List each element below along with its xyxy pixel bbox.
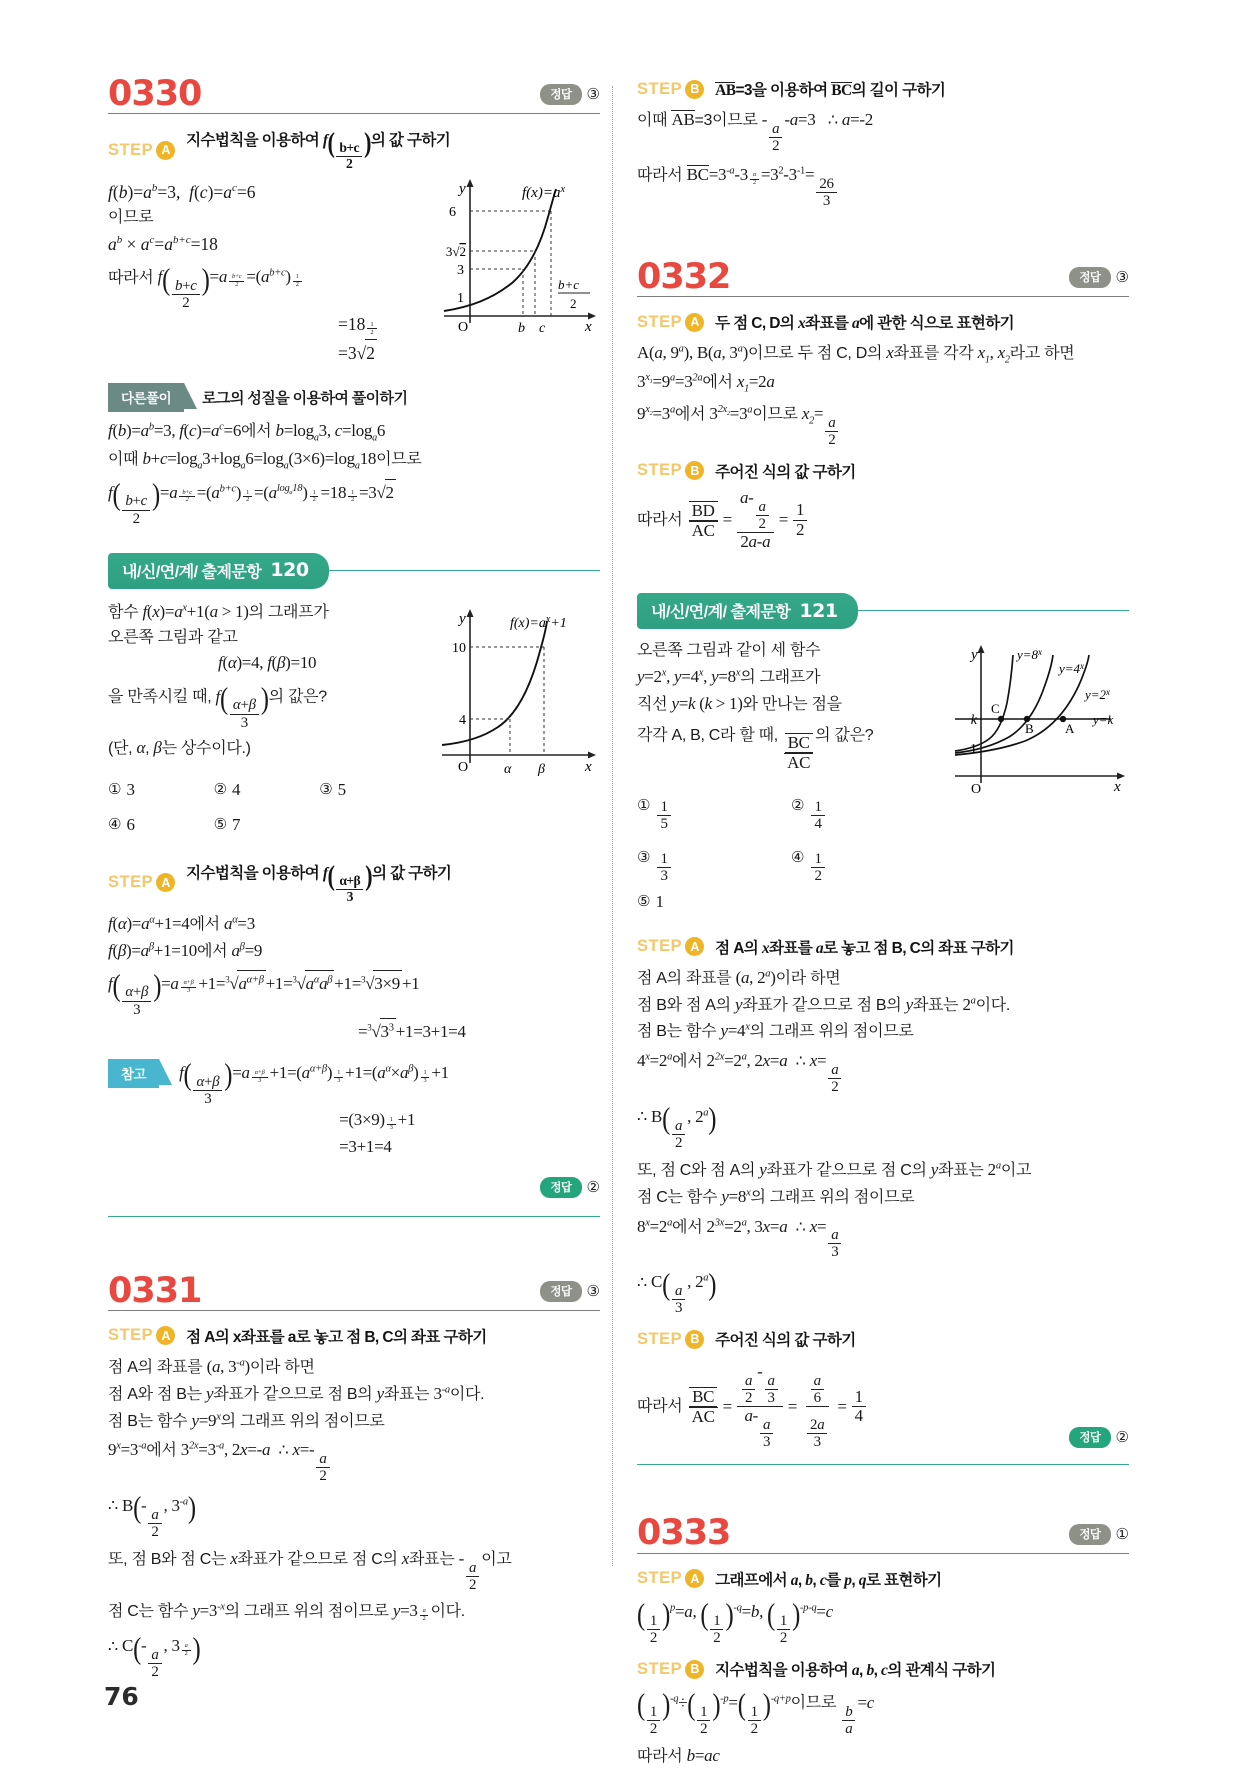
svg-text:C: C	[991, 701, 1000, 717]
svg-text:k: k	[970, 713, 977, 729]
svg-text:x: x	[1114, 779, 1121, 796]
graph-120	[432, 603, 600, 798]
svg-text:4: 4	[459, 712, 466, 728]
answer-label: 정답	[1069, 1524, 1110, 1545]
eq-line: 점 C는 함수 $y=3^{-x}$의 그래프 위의 점이므로 y=3 $^{\frac{a}{2}}$ 이다.	[108, 1601, 465, 1622]
alt-solution-tag-row	[108, 383, 600, 412]
left-column	[108, 74, 600, 1681]
problem-0330-body	[108, 179, 600, 367]
step-badge: B	[685, 461, 704, 480]
eq-line: 점 A와 점 B는 y좌표가 같으므로 점 B의 y좌표는 $3^{-a}$이다.	[108, 1383, 485, 1403]
naeshin-header	[108, 553, 329, 589]
svg-text:b+c: b+c	[558, 276, 580, 292]
step-b-heading	[637, 460, 1129, 482]
note-row	[108, 1057, 600, 1160]
eq-line: 점 C는 함수 $y=8^x$의 그래프 위의 점이므로	[637, 1186, 915, 1206]
step-a-heading	[108, 128, 600, 172]
eq-line: $a^b \times a^c=a^{b+c}=18$	[108, 233, 218, 254]
answer-choice: ②	[586, 1178, 600, 1196]
problem-number: 0332	[637, 257, 731, 298]
eq-line: $=^3√3^3 +1=3+1=4$	[108, 1018, 600, 1046]
right-column	[637, 78, 1129, 1770]
eq-line: 따라서 $\frac{BC}{AC}$ = $\frac{a}{2}$ - $\frac{a}{3}$ a- $\frac{a}{3}$ = $\frac{\frac{a}{6}}{\frac{2a}{3}}$ = $\frac{1}{4}$	[637, 1363, 868, 1450]
answer-choice: ①	[1115, 1525, 1129, 1543]
problem-0333-header	[637, 1513, 1129, 1554]
step-title: 두 점 C, D의 x좌표를 a에 관한 식으로 표현하기	[715, 315, 1014, 333]
problem-0331-header	[108, 1270, 600, 1311]
problem-0330-worksteps	[108, 179, 428, 367]
naeshin-number: 120	[270, 559, 309, 582]
prompt-line: 오른쪽 그림과 같이 세 함수	[637, 642, 821, 660]
choice-item[interactable]: ① $\frac{1}{5}$	[637, 780, 791, 832]
svg-text:y=2x: $y=2^x$	[1085, 687, 1111, 703]
eq-line: f( $\frac{\alpha+\beta}{3}$ )=a $^{\frac{\alpha+\beta}{3}}$ $+1=^3√a^{\alpha+\beta} +1=^3√a^\alpha a^\beta +1=^3√3\times 9 +1$	[108, 969, 420, 1018]
eq-line: $9^x=3^{-a}$에서 $3^{2x}=3^{-a}$, 2x=-a ∴ x=- $\frac{a}{2}$	[108, 1437, 600, 1484]
graph-121	[947, 641, 1129, 818]
naeshin-121	[637, 593, 1129, 1465]
step-badge: A	[156, 873, 175, 892]
svg-text:y=k: y=k	[1093, 712, 1114, 728]
eq-line: A(a, 9$^a$), B(a, 3$^a$)이므로 두 점 C, D의 x좌표를 각각 $x_1$, $x_2$라고 하면	[637, 343, 1075, 366]
step-badge: B	[685, 1660, 704, 1679]
prompt-line: 함수 $f(x)=a^x+1(a > 1)$의 그래프가	[108, 601, 329, 621]
section-divider	[108, 1216, 600, 1217]
step-a-heading	[637, 1568, 1129, 1590]
svg-text:3√2: 3√2	[445, 243, 466, 259]
eq-line: $3^{x_1}=9^a=3^{2a}$에서 $x_1=2a$	[637, 371, 775, 394]
prompt-line: $y=2^x$, $y=4^x$, $y=8^x$의 그래프가	[637, 667, 821, 686]
choice-item[interactable]: ② $\frac{1}{4}$	[791, 780, 945, 832]
answer-badge	[540, 84, 600, 105]
choice-item[interactable]: ⑤ 7	[213, 815, 241, 835]
step-a-heading	[637, 936, 1129, 958]
eq-line: 점 A의 좌표를 (a, $3^{-a}$)이라 하면	[108, 1356, 315, 1376]
step-title: 주어진 식의 값 구하기	[715, 463, 856, 481]
answer-badge	[1069, 267, 1129, 288]
naeshin-121-body	[637, 629, 1129, 920]
choice-item[interactable]: ② 4	[213, 779, 241, 799]
eq-line: 점 B는 함수 $y=4^x$의 그래프 위의 점이므로	[637, 1021, 914, 1041]
prompt-line: f(α)=4, f(β)=10	[218, 653, 317, 673]
svg-text:β: β	[538, 761, 545, 777]
step-title: 점 A의 x좌표를 a로 놓고 점 B, C의 좌표 구하기	[186, 1328, 487, 1346]
step-a-heading	[108, 861, 600, 905]
eq-line: 이때 $b+c=\log_a3+\log_a6=\log_a(3\times 6)=\log_a18$이므로	[108, 448, 422, 472]
eq-line: 또, 점 B와 점 C는 x좌표가 같으므로 점 C의 x좌표는 - $\frac{a}{2}$ 이고	[108, 1548, 512, 1593]
eq-line: ∴ B(- $\frac{a}{2}$ , $3^{-a}$)	[108, 1491, 196, 1540]
svg-text:O: O	[458, 319, 469, 335]
section-divider	[637, 1464, 1129, 1465]
eq-line: $9^{x_2}=3^a$에서 $3^{2x_2}=3^a$이므로 $x_2=$ $\frac{a}{2}$	[637, 401, 1129, 448]
naeshin-120-prompt	[108, 599, 428, 843]
answer-choice: ③	[586, 1282, 600, 1300]
problem-number: 0330	[108, 74, 202, 114]
step-badge: A	[156, 1326, 175, 1345]
svg-text:y: y	[971, 647, 978, 664]
svg-text:y=8x: $y=8^x$	[1017, 647, 1043, 663]
eq-line: =3+1=4	[339, 1136, 392, 1156]
naeshin-120	[108, 553, 600, 1217]
svg-text:y=4x: $y=4^x$	[1059, 661, 1085, 677]
text-line: 이므로	[108, 208, 154, 226]
problem-0331-continued	[637, 78, 1129, 209]
step-word: STEP	[108, 1326, 154, 1345]
step-a-heading	[637, 311, 1129, 333]
step-title: 지수법칙을 이용하여 a, b, c의 관계식 구하기	[715, 1662, 996, 1680]
eq-line: f( $\frac{b+c}{2}$ )=a $^{\frac{b+c}{2}}$ $=(a^{b+c})$ $^{\frac{1}{2}}$ $=(a^{log_a18})$ $^{\frac{1}{2}}$ =18 $^{\frac{1}{2}}$ =3√2	[108, 478, 394, 527]
answer-label: 정답	[1069, 267, 1110, 288]
choice-item[interactable]: ① 3	[108, 779, 135, 799]
svg-text:f(x)=ax: $f(x)=a^x$	[522, 183, 565, 201]
problem-number: 0333	[637, 1513, 731, 1554]
eq-line: $f(b)=a^b=3$, $f(c)=a^c=6$	[108, 181, 256, 202]
choice-item[interactable]: ③ $\frac{1}{3}$	[637, 832, 791, 884]
eq-line: 이때 AB=3이므로 - $\frac{a}{2}$ -a=3 ∴ a=-2	[637, 110, 873, 154]
eq-line: 따라서 $BC=3^{-a}-3$ $^{\frac{a}{2}}$ $=3^2-3^{-1}=$ $\frac{26}{3}$	[637, 162, 1129, 209]
column-divider	[612, 86, 613, 1566]
svg-text:x: x	[585, 318, 592, 335]
answer-choice: ③	[1115, 269, 1129, 287]
svg-text:α: α	[504, 761, 512, 777]
eq-line: 점 B는 함수 $y=9^x$의 그래프 위의 점이므로	[108, 1410, 385, 1430]
answer-choice: ③	[586, 86, 600, 104]
eq-line: =18 $^{\frac{1}{2}}$	[108, 311, 428, 338]
eq-line: ( $\frac{1}{2}$ )$^{-q}$÷( $\frac{1}{2}$ )$^{-p}$=( $\frac{1}{2}$ )$^{-q+p}$이므로 $\frac{b}{a}$ =c	[637, 1688, 875, 1737]
eq-line: $8^x=2^a$에서 $2^{3x}=2^a$, 3x=a ∴ x= $\frac{a}{3}$	[637, 1214, 1129, 1261]
eq-line: ( $\frac{1}{2}$ )$^p$=a, ( $\frac{1}{2}$ )$^{-q}$=b, ( $\frac{1}{2}$ )$^{-p-q}$=c	[637, 1598, 833, 1647]
prompt-line: 오른쪽 그림과 같고	[108, 628, 238, 646]
naeshin-header-text: 내/신/연/계/ 출제문항	[651, 604, 791, 622]
eq-line: =3√2	[108, 339, 428, 367]
step-badge: A	[685, 313, 704, 332]
problem-0331	[108, 1270, 600, 1681]
naeshin-120-body	[108, 589, 600, 843]
svg-text:y: y	[459, 180, 466, 197]
step-word: STEP	[637, 1569, 683, 1588]
problem-number: 0331	[108, 1270, 202, 1311]
note-tag: 참고	[108, 1059, 159, 1088]
answer-choice: ②	[1115, 1429, 1129, 1447]
step-word: STEP	[637, 79, 683, 98]
answer-label: 정답	[1069, 1427, 1110, 1448]
eq-line: ∴ C(- $\frac{a}{2}$ , 3 $^{\frac{a}{2}}$ )	[108, 1632, 201, 1681]
eq-line: 따라서 f( $\frac{b+c}{2}$ )=a $^{\frac{b+c}{2}}$ $=(a^{b+c})$ $^{\frac{1}{2}}$	[108, 262, 428, 312]
step-title: 주어진 식의 값 구하기	[715, 1332, 856, 1350]
answer-badge	[1069, 1427, 1129, 1448]
eq-line: $f(\beta)=a^\beta+1=10$에서 $a^\beta=9$	[108, 941, 263, 961]
eq-line: f( $\frac{\alpha+\beta}{3}$ )=a $^{\frac{\alpha+\beta}{3}}$ $+1=(a^{\alpha+\beta})$ $^{\frac{1}{3}}$ $+1=(a^\alpha\times a^\beta)$ $^{\frac{1}{3}}$ +1	[179, 1058, 449, 1107]
svg-text:B: B	[1025, 721, 1034, 737]
eq-line: ∴ B( $\frac{a}{2}$ , 2$^a$)	[637, 1102, 717, 1151]
eq-line: ∴ C( $\frac{a}{3}$ , 2$^a$)	[637, 1268, 717, 1317]
svg-text:y: y	[459, 610, 466, 627]
prompt-line: 각각 A, B, C라 할 때, $\frac{BC}{AC}$ 의 값은?	[637, 726, 874, 773]
choice-item[interactable]: ③ 5	[319, 779, 347, 799]
step-badge: A	[685, 937, 704, 956]
step-title: 지수법칙을 이용하여 f( $\frac{\alpha+\beta}{3}$ )의 값 구하기	[186, 859, 452, 904]
step-a-heading	[108, 1325, 600, 1347]
choice-item[interactable]: ⑤ 1	[637, 892, 664, 912]
step-word: STEP	[637, 937, 683, 956]
svg-text:A: A	[1065, 721, 1075, 737]
svg-text:10: 10	[452, 640, 466, 656]
eq-line: 따라서 b=ac	[637, 1745, 720, 1765]
step-title: 점 A의 x좌표를 a로 놓고 점 B, C의 좌표 구하기	[715, 939, 1014, 957]
answer-label: 정답	[540, 1281, 581, 1302]
svg-text:1: 1	[970, 742, 977, 758]
choice-list	[637, 780, 945, 920]
choice-item[interactable]: ④ $\frac{1}{2}$	[791, 832, 945, 884]
svg-text:O: O	[971, 782, 982, 798]
svg-text:b: b	[518, 320, 525, 336]
step-badge: A	[685, 1569, 704, 1588]
eq-line: 점 B와 점 A의 y좌표가 같으므로 점 B의 y좌표는 2$^a$이다.	[637, 994, 1011, 1014]
answer-label: 정답	[540, 84, 581, 105]
svg-text:c: c	[539, 320, 546, 336]
problem-0333	[637, 1513, 1129, 1769]
prompt-line: 직선 y=k (k > 1)와 만나는 점을	[637, 693, 842, 713]
step-badge: B	[685, 1330, 704, 1349]
step-badge: A	[156, 141, 175, 160]
svg-text:x: x	[585, 758, 592, 775]
svg-text:6: 6	[449, 204, 456, 220]
choice-list	[108, 772, 428, 843]
step-title: 그래프에서 a, b, c를 p, q로 표현하기	[715, 1571, 942, 1589]
step-word: STEP	[108, 140, 154, 159]
choice-item[interactable]: ④ 6	[108, 815, 135, 835]
step-title: 지수법칙을 이용하여 f( $\frac{b+c}{2}$ )의 값 구하기	[186, 126, 451, 172]
alt-solution-title: 로그의 성질을 이용하여 풀이하기	[202, 389, 408, 407]
step-title: AB=3을 이용하여 BC의 길이 구하기	[715, 82, 946, 99]
svg-text:f(x)=ax+1: $f(x)=a^x+1$	[510, 613, 567, 631]
eq-line: 점 A의 좌표를 (a, 2$^a$)이라 하면	[637, 967, 841, 987]
answer-badge	[1069, 1524, 1129, 1545]
step-word: STEP	[637, 312, 683, 331]
eq-line: $f(\alpha)=a^\alpha+1=4$에서 $a^\alpha=3$	[108, 914, 255, 934]
note-body	[179, 1057, 449, 1160]
answer-badge	[540, 1281, 600, 1302]
eq-line: $f(b)=a^b=3$, $f(c)=a^c=6$에서 $b=\log_a3$, $c=\log_a6$	[108, 420, 386, 444]
problem-0330-header	[108, 74, 600, 114]
naeshin-121-prompt	[637, 639, 945, 920]
page-number: 76	[104, 1682, 139, 1711]
eq-line: 또, 점 C와 점 A의 y좌표가 같으므로 점 C의 y좌표는 2$^a$이고	[637, 1159, 1032, 1179]
problem-0332	[637, 257, 1129, 551]
graph-0330	[430, 171, 600, 354]
naeshin-number: 121	[799, 599, 838, 622]
svg-text:O: O	[458, 759, 469, 775]
step-word: STEP	[108, 873, 154, 892]
naeshin-header-text: 내/신/연/계/ 출제문항	[122, 563, 262, 581]
svg-text:3: 3	[457, 262, 464, 278]
answer-badge	[108, 1177, 600, 1198]
final-result-row	[637, 1357, 1129, 1450]
step-badge: B	[685, 80, 704, 99]
eq-line: =(3×9) $^{\frac{1}{3}}$ +1	[339, 1110, 416, 1131]
step-word: STEP	[637, 1329, 683, 1348]
step-b-heading	[637, 1328, 1129, 1350]
prompt-line: (단, α, β는 상수이다.)	[108, 737, 251, 757]
alt-solution-tag: 다른풀이	[108, 383, 184, 412]
step-word: STEP	[637, 1659, 683, 1678]
answer-label: 정답	[540, 1177, 581, 1198]
problem-0330	[108, 74, 600, 527]
naeshin-header	[637, 593, 858, 629]
eq-line: 따라서 $\frac{BD}{AC}$ = a- $\frac{a}{2}$ 2a-a = $\frac{1}{2}$	[637, 489, 1129, 551]
problem-0332-header	[637, 257, 1129, 298]
step-word: STEP	[637, 461, 683, 480]
svg-text:1: 1	[457, 290, 464, 306]
step-b-heading	[637, 1658, 1129, 1680]
step-b-heading	[637, 78, 1129, 100]
eq-line: $4^x=2^a$에서 $2^{2x}=2^a$, 2x=a ∴ x= $\frac{a}{2}$	[637, 1048, 1129, 1095]
prompt-line: 을 만족시킬 때, f( $\frac{\alpha+\beta}{3}$ )의 값은?	[108, 682, 327, 731]
svg-text:2: 2	[570, 295, 577, 311]
